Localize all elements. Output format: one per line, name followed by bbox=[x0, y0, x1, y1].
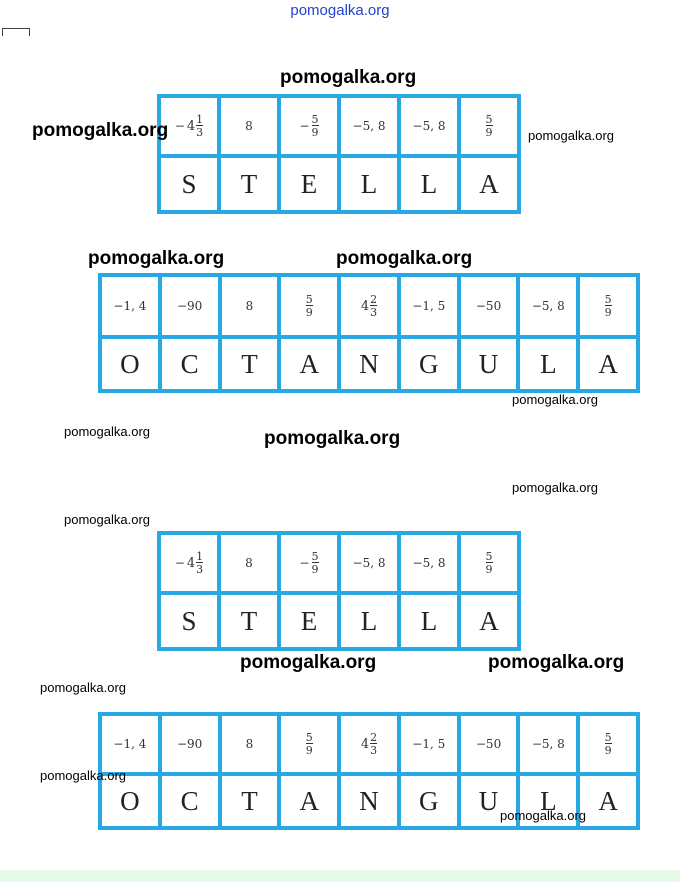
number-value: −5, 8 bbox=[531, 299, 565, 313]
letter-cell: O bbox=[102, 339, 158, 389]
letter-cell: A bbox=[461, 158, 517, 210]
number-cell bbox=[281, 535, 337, 591]
denominator: 9 bbox=[604, 744, 612, 757]
letter-cell: L bbox=[401, 158, 457, 210]
letter-cell: U bbox=[461, 776, 517, 826]
fraction bbox=[486, 551, 493, 575]
watermark: pomogalka.org bbox=[240, 652, 377, 673]
number-value: −90 bbox=[176, 299, 203, 313]
bottom-bar bbox=[0, 870, 680, 882]
denominator: 3 bbox=[370, 306, 378, 319]
letter-cell: G bbox=[401, 339, 457, 389]
sign: − bbox=[299, 119, 310, 133]
number-cell bbox=[281, 716, 337, 772]
whole-part: 4 bbox=[360, 298, 370, 314]
number-cell bbox=[161, 98, 217, 154]
number-value: −5, 8 bbox=[531, 737, 565, 751]
sign: − bbox=[174, 556, 185, 570]
denominator: 9 bbox=[305, 306, 313, 319]
letter-cell: L bbox=[341, 595, 397, 647]
number-cell bbox=[161, 535, 217, 591]
fraction bbox=[605, 732, 612, 756]
mixed-number bbox=[361, 294, 377, 318]
number-value: −50 bbox=[475, 299, 502, 313]
watermark: pomogalka.org bbox=[88, 248, 225, 269]
watermark: pomogalka.org bbox=[64, 424, 150, 439]
watermark: pomogalka.org bbox=[40, 680, 126, 695]
denominator: 9 bbox=[604, 306, 612, 319]
number-cell bbox=[341, 535, 397, 591]
number-cell bbox=[221, 98, 277, 154]
letter-cell: G bbox=[401, 776, 457, 826]
fraction-part bbox=[370, 732, 377, 756]
whole-part: 4 bbox=[360, 736, 370, 752]
number-cell bbox=[401, 716, 457, 772]
number-value: −1, 4 bbox=[113, 299, 147, 313]
fraction-part bbox=[306, 732, 313, 756]
numerator: 5 bbox=[485, 113, 493, 126]
numerator: 2 bbox=[370, 731, 378, 744]
watermark: pomogalka.org bbox=[500, 808, 586, 823]
letter-cell: S bbox=[161, 595, 217, 647]
letter-cell: U bbox=[461, 339, 517, 389]
fraction bbox=[306, 294, 313, 318]
letter-cell: N bbox=[341, 339, 397, 389]
watermark: pomogalka.org bbox=[280, 67, 417, 88]
number-value: −90 bbox=[176, 737, 203, 751]
denominator: 9 bbox=[311, 563, 319, 576]
number-cell bbox=[461, 535, 517, 591]
fraction-part bbox=[196, 551, 203, 575]
letter-cell: C bbox=[162, 339, 218, 389]
octangula-table-top bbox=[98, 273, 640, 393]
number-cell bbox=[162, 277, 218, 335]
letter-cell: N bbox=[341, 776, 397, 826]
watermark: pomogalka.org bbox=[512, 392, 598, 407]
fraction bbox=[605, 294, 612, 318]
numerator: 2 bbox=[370, 293, 378, 306]
numerator: 5 bbox=[305, 293, 313, 306]
number-cell bbox=[580, 277, 636, 335]
stella-table-bottom bbox=[157, 531, 521, 651]
watermark: pomogalka.org bbox=[264, 428, 401, 449]
watermark: pomogalka.org bbox=[40, 768, 126, 783]
number-cell bbox=[222, 716, 278, 772]
letter-cell: T bbox=[222, 776, 278, 826]
number-cell bbox=[520, 716, 576, 772]
denominator: 9 bbox=[311, 126, 319, 139]
number-cell bbox=[461, 277, 517, 335]
numerator: 1 bbox=[196, 113, 204, 126]
denominator: 9 bbox=[485, 126, 493, 139]
number-cell bbox=[221, 535, 277, 591]
watermark: pomogalka.org bbox=[32, 120, 169, 141]
letter-cell: T bbox=[221, 158, 277, 210]
watermark: pomogalka.org bbox=[488, 652, 625, 673]
fraction-part bbox=[196, 114, 203, 138]
whole-part: 4 bbox=[186, 118, 196, 134]
mixed-number bbox=[175, 551, 203, 575]
number-cell bbox=[281, 277, 337, 335]
number-cell bbox=[162, 716, 218, 772]
number-cell bbox=[102, 277, 158, 335]
fraction-part bbox=[486, 114, 493, 138]
sign: − bbox=[174, 119, 185, 133]
letter-cell: A bbox=[461, 595, 517, 647]
letter-cell: L bbox=[401, 595, 457, 647]
letter-cell: A bbox=[580, 776, 636, 826]
number-cell bbox=[580, 716, 636, 772]
watermark: pomogalka.org bbox=[64, 512, 150, 527]
number-cell bbox=[401, 277, 457, 335]
denominator: 3 bbox=[196, 563, 204, 576]
number-cell bbox=[461, 98, 517, 154]
cropped-text-line bbox=[0, 26, 260, 36]
number-cell bbox=[102, 716, 158, 772]
watermark: pomogalka.org bbox=[336, 248, 473, 269]
numerator: 5 bbox=[311, 113, 319, 126]
stella-table-top bbox=[157, 94, 521, 214]
number-cell bbox=[401, 98, 457, 154]
fraction bbox=[299, 114, 318, 138]
number-value: −5, 8 bbox=[352, 119, 386, 133]
numerator: 5 bbox=[485, 550, 493, 563]
number-cell bbox=[222, 277, 278, 335]
letter-cell: L bbox=[520, 776, 576, 826]
mixed-number bbox=[361, 732, 377, 756]
number-value: 8 bbox=[245, 119, 253, 133]
mixed-number bbox=[175, 114, 203, 138]
whole-part: 4 bbox=[186, 555, 196, 571]
denominator: 3 bbox=[196, 126, 204, 139]
fraction-part bbox=[312, 551, 319, 575]
denominator: 9 bbox=[485, 563, 493, 576]
number-value: −1, 4 bbox=[113, 737, 147, 751]
letter-cell: T bbox=[222, 339, 278, 389]
fraction bbox=[299, 551, 318, 575]
site-header-link[interactable]: pomogalka.org bbox=[290, 2, 390, 19]
letter-cell: E bbox=[281, 158, 337, 210]
watermark: pomogalka.org bbox=[512, 480, 598, 495]
letter-cell: A bbox=[580, 339, 636, 389]
number-value: 8 bbox=[245, 556, 253, 570]
number-cell bbox=[341, 277, 397, 335]
fraction-part bbox=[370, 294, 377, 318]
letter-cell: O bbox=[102, 776, 158, 826]
letter-cell: A bbox=[281, 776, 337, 826]
number-cell bbox=[341, 98, 397, 154]
letter-cell: T bbox=[221, 595, 277, 647]
number-cell bbox=[341, 716, 397, 772]
numerator: 5 bbox=[311, 550, 319, 563]
watermark: pomogalka.org bbox=[528, 128, 614, 143]
denominator: 3 bbox=[370, 744, 378, 757]
numerator: 5 bbox=[604, 731, 612, 744]
letter-cell: S bbox=[161, 158, 217, 210]
letter-cell: L bbox=[520, 339, 576, 389]
letter-cell: L bbox=[341, 158, 397, 210]
numerator: 5 bbox=[305, 731, 313, 744]
cropped-box bbox=[2, 28, 30, 36]
fraction-part bbox=[486, 551, 493, 575]
number-value: −1, 5 bbox=[412, 737, 446, 751]
number-value: 8 bbox=[245, 737, 254, 751]
number-cell bbox=[461, 716, 517, 772]
numerator: 1 bbox=[196, 550, 204, 563]
fraction bbox=[306, 732, 313, 756]
letter-cell: C bbox=[162, 776, 218, 826]
fraction bbox=[486, 114, 493, 138]
number-value: 8 bbox=[245, 299, 254, 313]
fraction-part bbox=[312, 114, 319, 138]
letter-cell: E bbox=[281, 595, 337, 647]
number-value: −50 bbox=[475, 737, 502, 751]
fraction-part bbox=[605, 732, 612, 756]
denominator: 9 bbox=[305, 744, 313, 757]
number-cell bbox=[281, 98, 337, 154]
number-cell bbox=[401, 535, 457, 591]
numerator: 5 bbox=[604, 293, 612, 306]
number-value: −5, 8 bbox=[412, 556, 446, 570]
fraction-part bbox=[306, 294, 313, 318]
number-value: −1, 5 bbox=[412, 299, 446, 313]
number-value: −5, 8 bbox=[412, 119, 446, 133]
fraction-part bbox=[605, 294, 612, 318]
letter-cell: A bbox=[281, 339, 337, 389]
sign: − bbox=[299, 556, 310, 570]
number-value: −5, 8 bbox=[352, 556, 386, 570]
number-cell bbox=[520, 277, 576, 335]
